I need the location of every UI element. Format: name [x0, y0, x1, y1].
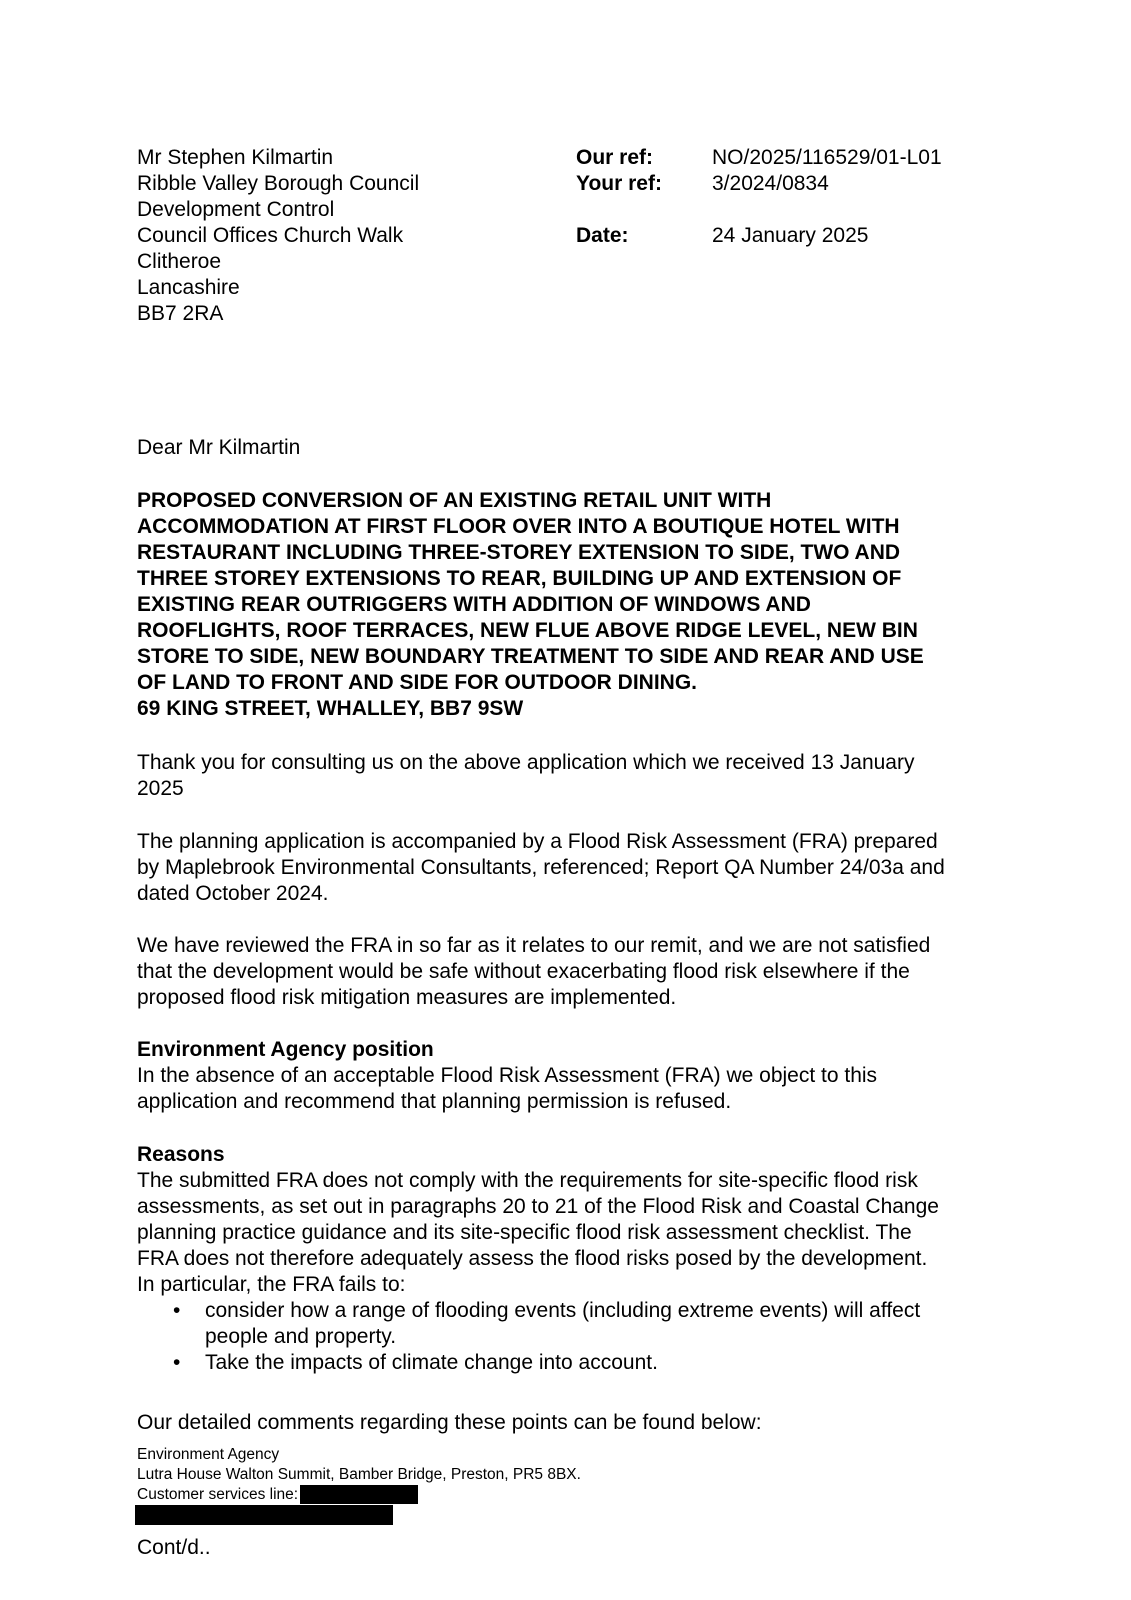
- salutation: Dear Mr Kilmartin: [137, 436, 301, 459]
- text-line: Thank you for consulting us on the above application which we received 13 January: [137, 751, 915, 774]
- date-value: 24 January 2025: [712, 224, 869, 247]
- text-line: planning practice guidance and its site-specific flood risk assessment checklist. The: [137, 1221, 912, 1244]
- title-line: RESTAURANT INCLUDING THREE-STOREY EXTENSION TO SIDE, TWO AND: [137, 541, 901, 564]
- text-line: In the absence of an acceptable Flood Risk Assessment (FRA) we object to this: [137, 1064, 878, 1087]
- redaction-bar: [300, 1485, 418, 1504]
- title-line: ACCOMMODATION AT FIRST FLOOR OVER INTO A BOUTIQUE HOTEL WITH: [137, 515, 900, 538]
- recipient-street: Council Offices Church Walk: [137, 224, 404, 247]
- your-ref-label: Your ref:: [576, 172, 662, 195]
- text-line: by Maplebrook Environmental Consultants, referenced; Report QA Number 24/03a and: [137, 856, 945, 879]
- footer-agency: Environment Agency: [137, 1446, 280, 1463]
- paragraph-consultation: [137, 750, 1037, 802]
- text-line: • Take the impacts of climate change into account.: [205, 1351, 658, 1374]
- reasons-heading: Reasons: [137, 1143, 225, 1166]
- your-ref-row: [576, 171, 942, 197]
- title-line: EXISTING REAR OUTRIGGERS WITH ADDITION OF WINDOWS AND: [137, 593, 811, 616]
- site-address: 69 KING STREET, WHALLEY, BB7 9SW: [137, 697, 524, 720]
- recipient-town: Clitheroe: [137, 250, 222, 273]
- date-label: Date:: [576, 224, 629, 247]
- text-line: • consider how a range of flooding events (including extreme events) will affect: [205, 1299, 921, 1322]
- our-ref-value: NO/2025/116529/01-L01: [712, 146, 942, 169]
- title-line: THREE STOREY EXTENSIONS TO REAR, BUILDING UP AND EXTENSION OF: [137, 567, 902, 590]
- closing-line: Our detailed comments regarding these points can be found below:: [137, 1411, 762, 1434]
- footer: [137, 1445, 581, 1525]
- date-row: [576, 223, 942, 249]
- recipient-department: Development Control: [137, 198, 335, 221]
- customer-services-label: Customer services line:: [137, 1486, 299, 1503]
- recipient-organisation: Ribble Valley Borough Council: [137, 172, 420, 195]
- list-item: [205, 1298, 1037, 1350]
- text-line: In particular, the FRA fails to:: [137, 1273, 406, 1296]
- text-line: proposed flood risk mitigation measures are implemented.: [137, 986, 677, 1009]
- position-section: [137, 1037, 1037, 1115]
- recipient-name: Mr Stephen Kilmartin: [137, 146, 334, 169]
- text-line: dated October 2024.: [137, 882, 329, 905]
- text-line: that the development would be safe without exacerbating flood risk elsewhere if the: [137, 960, 910, 983]
- our-ref-row: [576, 145, 942, 171]
- text-line: 2025: [137, 777, 184, 800]
- list-item: [205, 1350, 1037, 1376]
- text-line: We have reviewed the FRA in so far as it relates to our remit, and we are not satisfied: [137, 934, 931, 957]
- paragraph-fra: [137, 829, 1037, 907]
- title-line: STORE TO SIDE, NEW BOUNDARY TREATMENT TO SIDE AND REAR AND USE: [137, 645, 924, 668]
- text-line: assessments, as set out in paragraphs 20 to 21 of the Flood Risk and Coastal Change: [137, 1195, 939, 1218]
- footer-customer-services: [137, 1485, 581, 1505]
- redaction-bar: [135, 1505, 393, 1525]
- recipient-postcode: BB7 2RA: [137, 302, 224, 325]
- title-line: OF LAND TO FRONT AND SIDE FOR OUTDOOR DINING.: [137, 671, 697, 694]
- title-line: ROOFLIGHTS, ROOF TERRACES, NEW FLUE ABOVE RIDGE LEVEL, NEW BIN: [137, 619, 918, 642]
- recipient-address: [137, 145, 419, 327]
- text-line: application and recommend that planning permission is refused.: [137, 1090, 732, 1113]
- your-ref-value: 3/2024/0834: [712, 172, 829, 195]
- continued-marker: Cont/d..: [137, 1536, 211, 1559]
- recipient-county: Lancashire: [137, 276, 240, 299]
- reasons-list: [137, 1298, 1037, 1376]
- footer-address: Lutra House Walton Summit, Bamber Bridge, Preston, PR5 8BX.: [137, 1466, 581, 1483]
- reasons-section: [137, 1142, 1037, 1376]
- text-line: The submitted FRA does not comply with the requirements for site-specific flood risk: [137, 1169, 918, 1192]
- text-line: people and property.: [205, 1325, 397, 1348]
- reference-block: [576, 145, 942, 249]
- position-heading: Environment Agency position: [137, 1038, 434, 1061]
- application-title: [137, 488, 1037, 722]
- paragraph-review: [137, 933, 1037, 1011]
- our-ref-label: Our ref:: [576, 146, 654, 169]
- text-line: The planning application is accompanied by a Flood Risk Assessment (FRA) prepared: [137, 830, 938, 853]
- text-line: FRA does not therefore adequately assess the flood risks posed by the development.: [137, 1247, 928, 1270]
- title-line: PROPOSED CONVERSION OF AN EXISTING RETAIL UNIT WITH: [137, 489, 772, 512]
